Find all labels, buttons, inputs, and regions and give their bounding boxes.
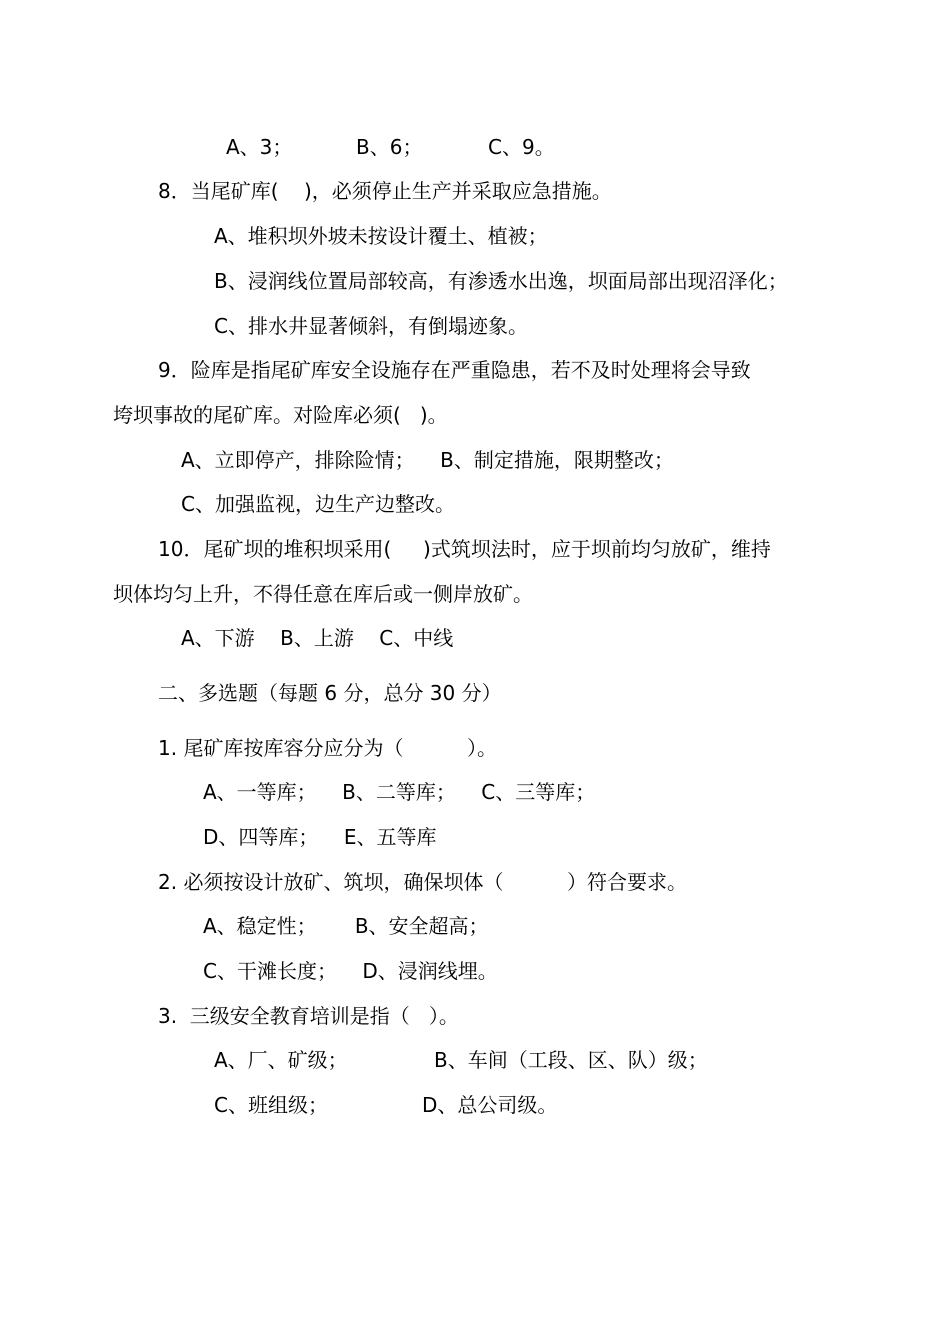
multi-3-option-c: C、班组级； [214,1093,328,1117]
multi-1-options-abc: A、一等库； B、二等库； C、三等库； [203,780,596,804]
multi-3-option-a: A、厂、矿级； [214,1048,348,1072]
question-10-options: A、下游 B、上游 C、中线 [181,626,454,650]
question-9-stem-line1: 9．险库是指尾矿库安全设施存在严重隐患，若不及时处理将会导致 [158,358,751,382]
question-8-option-b: B、浸润线位置局部较高，有渗透水出逸，坝面局部出现沼泽化； [214,269,788,293]
option-c: C、9。 [488,135,555,159]
multi-2-stem: 2. 必须按设计放矿、筑坝，确保坝体（ ）符合要求。 [158,870,688,894]
question-8-option-a: A、堆积坝外坡未按设计覆土、植被； [214,224,548,248]
question-9-stem-line2: 垮坝事故的尾矿库。对险库必须( )。 [113,403,448,427]
question-10-stem-line1: 10．尾矿坝的堆积坝采用( )式筑坝法时，应于坝前均匀放矿，维持 [158,537,771,561]
multi-1-options-de: D、四等库； E、五等库 [203,825,437,849]
question-9-options-ab: A、立即停产，排除险情； B、制定措施，限期整改； [181,448,674,472]
question-8-option-c: C、排水井显著倾斜，有倒塌迹象。 [214,314,528,338]
question-8-stem: 8．当尾矿库( )，必须停止生产并采取应急措施。 [158,179,612,203]
question-10-stem-line2: 坝体均匀上升，不得任意在库后或一侧岸放矿。 [113,582,533,606]
option-a: A、3； [226,135,293,159]
multi-2-options-cd: C、干滩长度； D、浸润线埋。 [203,959,498,983]
option-b: B、6； [356,135,423,159]
multi-3-option-d: D、总公司级。 [422,1093,558,1117]
section-2-title: 二、多选题（每题 6 分，总分 30 分） [158,681,502,705]
question-9-option-c: C、加强监视，边生产边整改。 [181,492,455,516]
multi-3-stem: 3. 三级安全教育培训是指（ ）。 [158,1004,459,1028]
multi-1-stem: 1. 尾矿库按库容分应分为（ ）。 [158,736,498,760]
multi-2-options-ab: A、稳定性； B、安全超高； [203,914,489,938]
multi-3-option-b: B、车间（工段、区、队）级； [434,1048,708,1072]
